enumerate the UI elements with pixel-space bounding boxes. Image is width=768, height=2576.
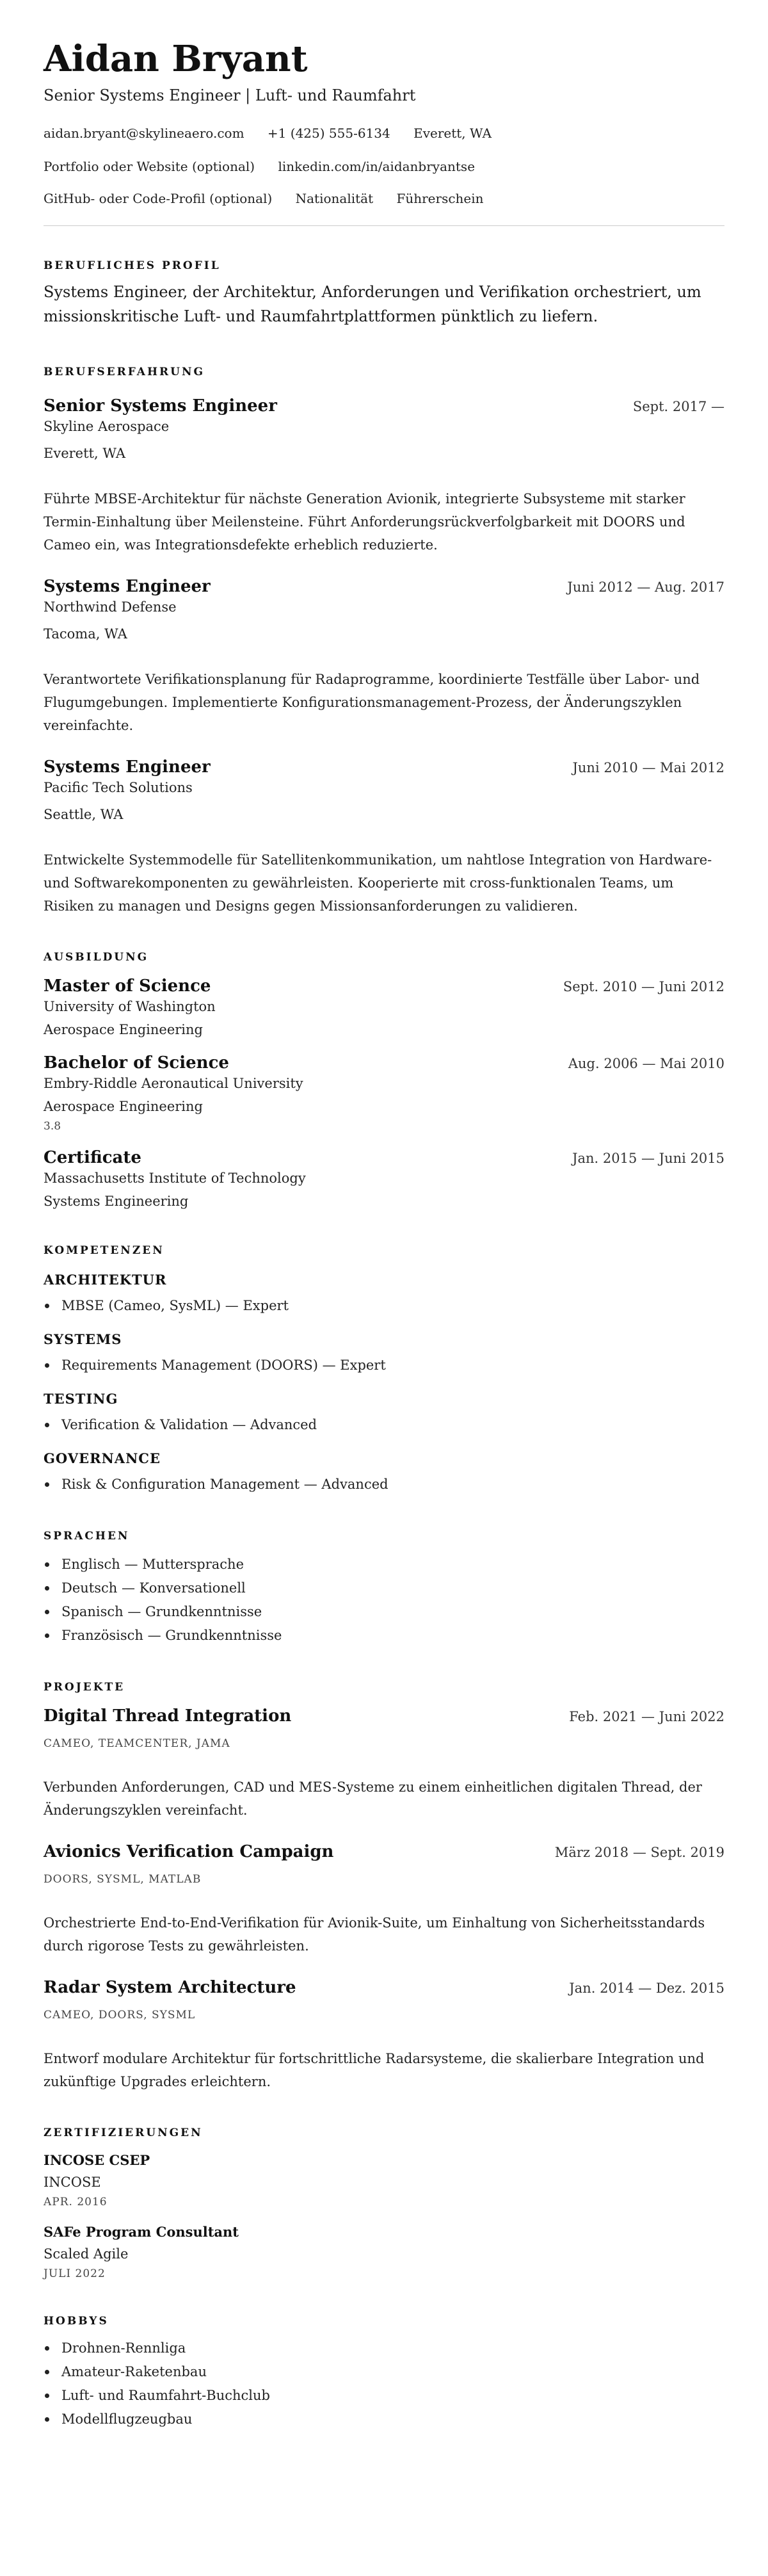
job-description: Entwickelte Systemmodelle für Satellitenkommunikation, um nahtlose Integration von Hardware- und Softwarekomponenten zu gewährleisten. Kooperierte mit cross-funktionalen Teams, um Risiken zu managen und Designs gegen Missionsanforderungen zu validieren. xyxy=(44,852,712,914)
education-title: AUSBILDUNG xyxy=(44,951,149,964)
skill-group xyxy=(44,1390,724,1437)
hobby-item: Luft- und Raumfahrt-Buchclub xyxy=(44,2384,724,2408)
candidate-headline: Senior Systems Engineer | Luft- und Raumfahrt xyxy=(44,86,416,104)
certification-item xyxy=(44,2151,724,2210)
education-item xyxy=(44,975,724,1039)
skill-category: GOVERNANCE xyxy=(44,1450,161,1466)
degree-name: Master of Science xyxy=(44,976,211,996)
certification-item xyxy=(44,2223,724,2281)
education-section xyxy=(44,950,724,1211)
degree-field: Aerospace Engineering xyxy=(44,1022,203,1037)
school-name: University of Washington xyxy=(44,999,216,1014)
experience-item-head xyxy=(44,395,724,417)
hobbies-section xyxy=(44,2313,724,2431)
projects-section xyxy=(44,1680,724,2093)
project-name: Radar System Architecture xyxy=(44,1978,296,1997)
certifications-title: ZERTIFIZIERUNGEN xyxy=(44,2126,203,2139)
experience-item-head xyxy=(44,576,724,597)
skill-group xyxy=(44,1450,724,1496)
skill-category: TESTING xyxy=(44,1391,118,1407)
degree-dates: Jan. 2015 — Juni 2015 xyxy=(572,1151,724,1166)
language-item: Spanisch — Grundkenntnisse xyxy=(44,1600,724,1624)
degree-gpa: 3.8 xyxy=(44,1120,61,1133)
email-link[interactable]: aidan.bryant@skylineaero.com xyxy=(44,126,244,141)
project-description: Verbunden Anforderungen, CAD und MES-Systeme zu einem einheitlichen digitalen Thread, der Änderungszyklen vereinfacht. xyxy=(44,1779,702,1818)
language-item: Englisch — Muttersprache xyxy=(44,1553,724,1576)
location-text: Everett, WA xyxy=(413,126,492,141)
language-item: Deutsch — Konversationell xyxy=(44,1576,724,1600)
github-link[interactable]: GitHub- oder Code-Profil (optional) xyxy=(44,191,273,206)
phone-text: +1 (425) 555-6134 xyxy=(267,126,390,141)
degree-dates: Aug. 2006 — Mai 2010 xyxy=(568,1056,724,1071)
languages-section xyxy=(44,1528,724,1648)
experience-item xyxy=(44,576,724,737)
project-tech: CAMEO, TEAMCENTER, JAMA xyxy=(44,1737,230,1750)
project-item-head xyxy=(44,1841,724,1863)
certification-issuer: INCOSE xyxy=(44,2175,101,2190)
nationality-text: Nationalität xyxy=(295,191,374,206)
school-name: Embry-Riddle Aeronautical University xyxy=(44,1076,303,1091)
skill-item: Risk & Configuration Management — Advanced xyxy=(44,1473,724,1496)
project-item xyxy=(44,1705,724,1822)
project-description: Orchestrierte End-to-End-Verifikation für Avionik-Suite, um Einhaltung von Sicherheitsstandards durch rigorose Tests zu gewährleisten. xyxy=(44,1915,705,1954)
skill-item: Requirements Management (DOORS) — Expert xyxy=(44,1354,724,1377)
experience-item-head xyxy=(44,756,724,778)
degree-dates: Sept. 2010 — Juni 2012 xyxy=(563,979,724,994)
project-name: Avionics Verification Campaign xyxy=(44,1842,334,1861)
project-item-head xyxy=(44,1977,724,1998)
skill-list xyxy=(44,1413,724,1437)
degree-field: Aerospace Engineering xyxy=(44,1099,203,1114)
job-role: Senior Systems Engineer xyxy=(44,396,277,416)
hobby-item: Modellflugzeugbau xyxy=(44,2408,724,2431)
certification-name: INCOSE CSEP xyxy=(44,2152,150,2168)
projects-title: PROJEKTE xyxy=(44,1681,125,1694)
job-location: Everett, WA xyxy=(44,446,126,461)
job-location: Seattle, WA xyxy=(44,807,124,822)
degree-field: Systems Engineering xyxy=(44,1194,189,1209)
skill-item: MBSE (Cameo, SysML) — Expert xyxy=(44,1294,724,1318)
hobby-list xyxy=(44,2337,724,2431)
job-description: Verantwortete Verifikationsplanung für Radaprogramme, koordinierte Testfälle über Labor- und Flugumgebungen. Implementierte Konfigurationsmanagement-Prozess, der Änderungszyklen vereinfachte. xyxy=(44,672,700,733)
education-item xyxy=(44,1052,724,1134)
skill-group xyxy=(44,1331,724,1377)
project-item-head xyxy=(44,1705,724,1727)
skill-category: SYSTEMS xyxy=(44,1331,122,1347)
contact-line-2 xyxy=(44,158,724,175)
certification-issuer: Scaled Agile xyxy=(44,2246,129,2262)
degree-name: Certificate xyxy=(44,1148,141,1167)
portfolio-link[interactable]: Portfolio oder Website (optional) xyxy=(44,159,255,174)
certification-date: APR. 2016 xyxy=(44,2196,108,2208)
skills-title: KOMPETENZEN xyxy=(44,1244,164,1257)
project-tech: DOORS, SYSML, MATLAB xyxy=(44,1873,202,1886)
job-dates: Juni 2012 — Aug. 2017 xyxy=(567,579,724,595)
school-name: Massachusetts Institute of Technology xyxy=(44,1171,306,1186)
certifications-section xyxy=(44,2125,724,2281)
skill-group xyxy=(44,1271,724,1318)
project-tech: CAMEO, DOORS, SYSML xyxy=(44,2009,196,2021)
project-item xyxy=(44,1841,724,1957)
job-company: Northwind Defense xyxy=(44,599,177,615)
project-dates: März 2018 — Sept. 2019 xyxy=(554,1845,724,1860)
header-divider xyxy=(44,225,724,226)
project-dates: Jan. 2014 — Dez. 2015 xyxy=(569,1981,724,1996)
profile-section xyxy=(44,258,724,328)
experience-item xyxy=(44,395,724,556)
languages-title: SPRACHEN xyxy=(44,1530,130,1543)
project-name: Digital Thread Integration xyxy=(44,1706,292,1726)
education-item xyxy=(44,1147,724,1211)
license-text: Führerschein xyxy=(396,191,484,206)
hobby-item: Drohnen-Rennliga xyxy=(44,2337,724,2360)
job-company: Pacific Tech Solutions xyxy=(44,780,193,795)
certification-date: JULI 2022 xyxy=(44,2267,106,2280)
job-role: Systems Engineer xyxy=(44,577,211,596)
profile-title: BERUFLICHES PROFIL xyxy=(44,259,221,272)
skill-list xyxy=(44,1354,724,1377)
hobbies-title: HOBBYS xyxy=(44,2315,109,2328)
experience-item xyxy=(44,756,724,918)
skill-category: ARCHITEKTUR xyxy=(44,1272,167,1288)
skill-list xyxy=(44,1473,724,1496)
job-location: Tacoma, WA xyxy=(44,626,127,642)
language-item: Französisch — Grundkenntnisse xyxy=(44,1624,724,1648)
job-role: Systems Engineer xyxy=(44,757,211,777)
hobby-item: Amateur-Raketenbau xyxy=(44,2360,724,2384)
job-description: Führte MBSE-Architektur für nächste Generation Avionik, integrierte Subsysteme mit starker Termin-Einhaltung über Meilensteine. Führt Anforderungsrückverfolgbarkeit mit DOORS und Cameo ein, was Integrationsdefekte erheblich reduzierte. xyxy=(44,491,685,553)
education-item-head xyxy=(44,1147,724,1169)
experience-section xyxy=(44,364,724,918)
job-company: Skyline Aerospace xyxy=(44,419,170,434)
linkedin-link[interactable]: linkedin.com/in/aidanbryantse xyxy=(278,159,476,174)
project-description: Entworf modulare Architektur für fortschrittliche Radarsysteme, die skalierbare Integration und zukünftige Upgrades erleichtern. xyxy=(44,2051,705,2089)
language-list xyxy=(44,1553,724,1648)
certification-name: SAFe Program Consultant xyxy=(44,2224,239,2240)
project-dates: Feb. 2021 — Juni 2022 xyxy=(569,1709,724,1724)
job-dates: Juni 2010 — Mai 2012 xyxy=(572,760,724,775)
skills-section xyxy=(44,1243,724,1496)
candidate-name: Aidan Bryant xyxy=(44,38,308,80)
skill-item: Verification & Validation — Advanced xyxy=(44,1413,724,1437)
skill-list xyxy=(44,1294,724,1318)
degree-name: Bachelor of Science xyxy=(44,1053,229,1073)
education-item-head xyxy=(44,1052,724,1074)
education-item-head xyxy=(44,975,724,997)
project-item xyxy=(44,1977,724,2093)
experience-title: BERUFSERFAHRUNG xyxy=(44,366,205,378)
profile-summary: Systems Engineer, der Architektur, Anforderungen und Verifikation orchestriert, um missionskritische Luft- und Raumfahrtplattformen pünktlich zu liefern. xyxy=(44,283,701,325)
resume-header xyxy=(44,38,724,207)
job-dates: Sept. 2017 — xyxy=(632,399,724,414)
contact-line-1 xyxy=(44,124,724,142)
contact-line-3 xyxy=(44,190,724,207)
